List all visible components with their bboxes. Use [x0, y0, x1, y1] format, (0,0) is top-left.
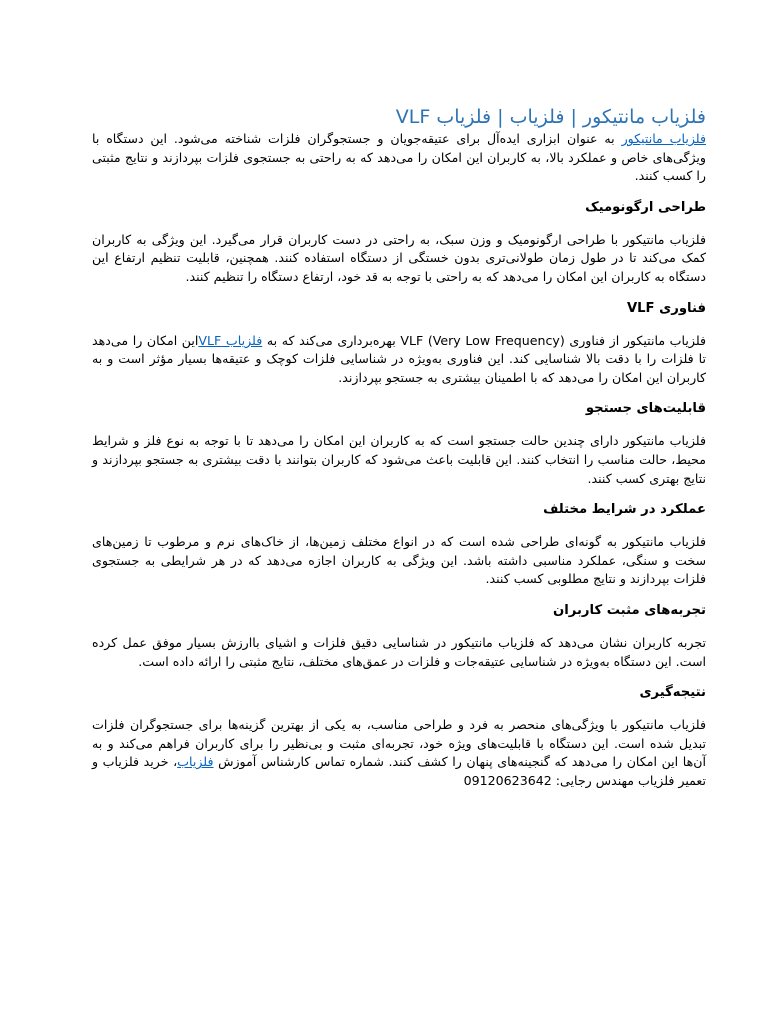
paragraph-search-modes: فلزیاب مانتیکور دارای چندین حالت جستجو است که به کاربران این امکان را می‌دهد تا با توجه به نوع فلز و شرایط محیط، حالت مناسب را انتخاب کنند. این قابلیت باعث می‌شود که کاربران بتوانند با دقت بیشتری به جستجو بپردازند و نتایج بهتری کسب کنند. [92, 433, 706, 486]
intro-link[interactable]: فلزیاب مانتیکور [621, 131, 706, 146]
paragraph-conditions: فلزیاب مانتیکور به گونه‌ای طراحی شده است که در انواع مختلف زمین‌ها، از خاک‌های نرم و مرطوب تا زمین‌های سخت و سنگی، عملکرد مناسبی داشته باشد. این ویژگی به کاربران اجازه می‌دهد که در هر شرایطی به جستجوی فلزات بپردازند و نتایج مطلوبی کسب کنند. [92, 534, 706, 587]
paragraph-user-experience: تجربه کاربران نشان می‌دهد که فلزیاب مانتیکور در شناسایی دقیق فلزات و اشیای باارزش بسیار موفق عمل کرده است. این دستگاه به‌ویژه در شناسایی عتیقه‌جات و فلزات در عمق‌های مختلف، نتایج مثبتی را ارائه داده است. [92, 634, 706, 669]
conclusion-text: فلزیاب مانتیکور با ویژگی‌های منحصر به فرد و طراحی مناسب، به یکی از بهترین گزینه‌ها برای جستجوگران فلزات تبدیل شده است. این دستگاه با قابلیت‌های ویژه خود، تجربه‌ای مثبت و بی‌نظیر را برای کاربران فراهم می‌کند و به آن‌ها این امکان را می‌دهد که گنجینه‌های پنهان را کشف کنند. شماره تماس کارشناس آموزش [92, 717, 706, 770]
paragraph-vlf [92, 332, 706, 388]
heading-search-modes: قابلیت‌های جستجو [585, 401, 706, 417]
heading-conclusion: نتیجه‌گیری [639, 685, 706, 701]
conclusion-link[interactable]: فلزیاب [177, 754, 214, 770]
heading-ergonomic: طراحی ارگونومیک [585, 199, 706, 215]
heading-vlf: فناوری VLF [626, 300, 706, 316]
intro-text: به عنوان ابزاری ایده‌آل برای عتیقه‌جویان و جستجوگران فلزات شناخته می‌شود. این دستگاه با ویژگی‌های خاص و عملکرد بالا، به کاربران این امکان را می‌دهد که به راحتی به جستجوی فلزات بپردازند و نتایج مثبتی را کسب کنند. [92, 131, 706, 184]
document-page [92, 104, 706, 790]
heading-user-experience: تجربه‌های مثبت کاربران [552, 602, 706, 618]
paragraph-conclusion [92, 716, 706, 790]
heading-conditions: عملکرد در شرایط مختلف [543, 502, 706, 518]
vlf-text-before: فلزیاب مانتیکور از فناوری VLF (Very Low Frequency) بهره‌برداری می‌کند که به [262, 332, 707, 348]
intro-paragraph [92, 130, 706, 186]
vlf-link[interactable]: فلزیاب VLF [198, 332, 263, 348]
paragraph-ergonomic: فلزیاب مانتیکور با طراحی ارگونومیک و وزن سبک، به راحتی در دست کاربران قرار می‌گیرد. این ویژگی به کاربران کمک می‌کند تا در طول زمان طولانی‌تری بدون خستگی از دستگاه استفاده کنند. همچنین، قابلیت تنظیم ارتفاع این دستگاه به کاربران این امکان را می‌دهد که به راحتی با توجه به قد خود، ارتفاع دستگاه را تنظیم کنند. [92, 231, 706, 284]
conclusion-contact: ، خرید فلزیاب و تعمیر فلزیاب مهندس رجایی: 09120623642 [92, 754, 706, 788]
vlf-text-after: این امکان را می‌دهد تا فلزات را با دقت بالا شناسایی کند. این فناوری به‌ویژه در شناسایی فلزات کوچک و عتیقه‌ها بسیار مؤثر است و به کاربران این امکان را می‌دهد که با اطمینان بیشتری به جستجو بپردازند. [92, 332, 706, 385]
page-title: فلزیاب مانتیکور | فلزیاب | فلزیاب VLF [395, 106, 706, 128]
